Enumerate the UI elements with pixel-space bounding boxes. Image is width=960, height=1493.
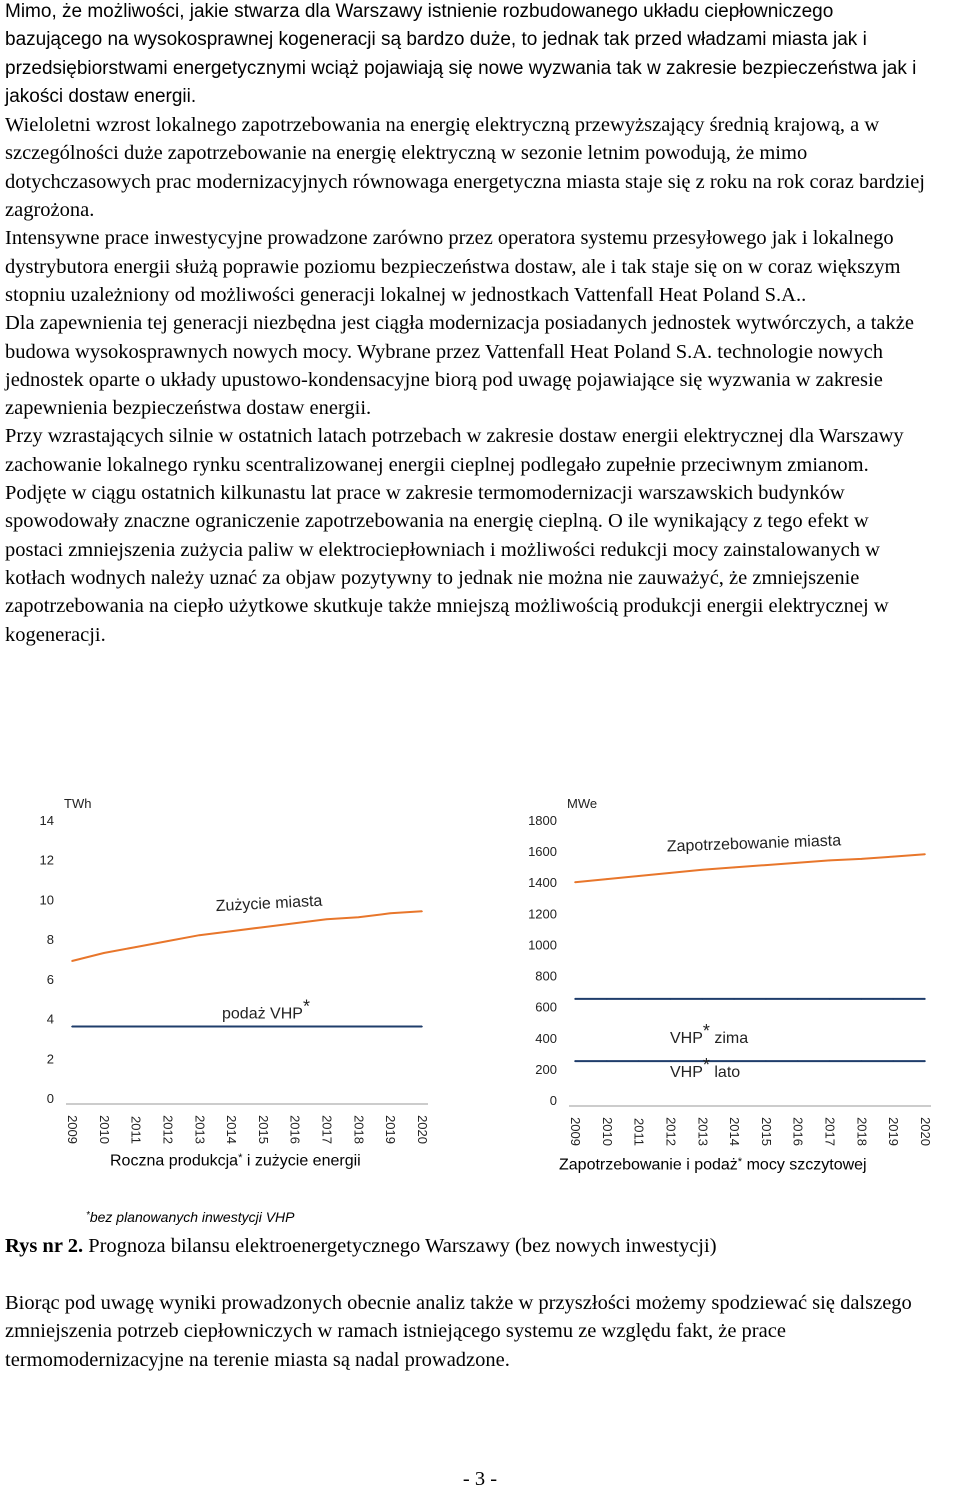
chart1-xtick-11: 2020 — [415, 1115, 430, 1144]
chart2-series-1-point-6 — [765, 998, 767, 1000]
chart1-ytick-0: 0 — [46, 1091, 54, 1106]
chart2-ytick-0: 0 — [549, 1093, 557, 1108]
chart1-ytick-4: 8 — [46, 932, 54, 948]
chart2-series-2-label: VHP* lato — [670, 1055, 741, 1082]
chart2-series-1-point-10 — [892, 998, 894, 1000]
chart2-series-1-point-8 — [829, 998, 831, 1000]
chart1-series-0-point-6 — [262, 926, 264, 928]
page-number: - 3 - — [462, 1468, 498, 1490]
body-text-top — [5, 0, 930, 649]
chart1-unit-label: TWh — [64, 796, 92, 811]
chart1-series-0-point-7 — [294, 922, 296, 924]
chart1-series-1-point-5 — [230, 1026, 232, 1028]
chart2-series-1-point-2 — [638, 998, 640, 1000]
figure-title: Prognoza bilansu elektroenergetycznego Warszawy (bez nowych inwestycji) — [83, 1235, 717, 1257]
chart1-series-1-point-0 — [71, 1026, 73, 1028]
chart1-series-0-point-9 — [358, 917, 360, 919]
chart2-series-2-point-0 — [574, 1060, 576, 1062]
chart2-series-0-point-3 — [670, 872, 672, 874]
chart1-ytick-5: 10 — [39, 892, 54, 908]
paragraph-demand-growth: Wieloletni wzrost lokalnego zapotrzebowania na energię elektryczną przewyższający średnią krajową, a w szczególności duże zapotrzebowanie na energię elektryczną w sezonie letnim powodują, że mimo dotychczasowych prac modernizacyjnych równowaga energetyczna miasta staje się z roku na rok coraz bardziej zagrożona. — [5, 114, 925, 222]
chart2-series-2-point-3 — [670, 1060, 672, 1062]
caption-left-text-end: i zużycie energii — [242, 1152, 361, 1170]
figure-number: Rys nr 2. — [5, 1235, 84, 1257]
chart2-series-2-point-6 — [765, 1060, 767, 1062]
chart1-series-1-point-8 — [326, 1026, 328, 1028]
chart2-xtick-10: 2019 — [886, 1117, 902, 1146]
figure-footnote — [86, 1209, 294, 1225]
chart2-series-0-point-8 — [829, 860, 831, 862]
chart-energy-twh — [20, 780, 440, 1150]
caption-right-asterisk: * — [737, 1156, 743, 1168]
chart1-xtick-9: 2018 — [351, 1115, 367, 1144]
caption-right-text: Zapotrzebowanie i podaż — [559, 1156, 738, 1174]
chart2-series-1-point-4 — [701, 998, 703, 1000]
chart2-series-0-label: Zapotrzebowanie miasta — [666, 832, 842, 856]
chart1-series-0-point-8 — [326, 918, 328, 920]
chart-caption-right — [559, 1156, 867, 1174]
paragraph-intro: Mimo, że możliwości, jakie stwarza dla Warszawy istnienie rozbudowanego układu ciepłowniczego bazującego na wysokosprawnej kogeneracji są bardzo duże, to jednak tak przed władzami miasta jak i przedsiębiorstwami energetycznymi wciąż pojawiają się nowe wyzwania tak w zakresie bezpieczeństwa jak i jakości dostaw energii. — [5, 1, 917, 107]
chart1-xtick-2: 2011 — [128, 1116, 144, 1144]
chart1-xtick-4: 2013 — [192, 1115, 208, 1144]
chart2-xtick-4: 2013 — [695, 1117, 711, 1146]
chart2-series-1-point-9 — [861, 998, 863, 1000]
chart1-series-0-point-4 — [198, 934, 200, 936]
chart1-ytick-3: 6 — [46, 971, 54, 987]
chart2-series-1-point-3 — [670, 998, 672, 1000]
chart-power-svg — [515, 780, 945, 1155]
chart1-xtick-3: 2012 — [160, 1115, 176, 1144]
chart2-series-0-point-4 — [701, 869, 703, 871]
chart1-xtick-8: 2017 — [319, 1115, 335, 1144]
chart1-series-1-point-4 — [198, 1026, 200, 1028]
chart1-series-0-line — [72, 911, 422, 961]
chart1-series-0-point-2 — [135, 946, 137, 948]
chart1-ytick-1: 2 — [46, 1051, 54, 1067]
chart1-series-0-point-1 — [103, 952, 105, 954]
chart2-ytick-3: 600 — [535, 999, 557, 1015]
chart2-series-0-point-10 — [892, 856, 894, 858]
body-text-bottom — [5, 1289, 930, 1374]
chart2-ytick-7: 1400 — [528, 875, 557, 891]
chart2-series-2-point-9 — [861, 1060, 863, 1062]
caption-left-asterisk: * — [238, 1152, 243, 1164]
chart2-series-1-label: VHP* zima — [670, 1020, 749, 1047]
chart2-ytick-9: 1800 — [528, 813, 557, 828]
chart2-xtick-3: 2012 — [663, 1117, 679, 1146]
chart1-series-0-point-11 — [421, 911, 423, 913]
chart2-series-2-point-1 — [606, 1060, 608, 1062]
chart1-series-0-label: Zużycie miasta — [215, 892, 323, 916]
chart2-series-2-point-8 — [829, 1060, 831, 1062]
chart1-series-0-point-3 — [167, 940, 169, 942]
chart2-xtick-11: 2020 — [918, 1117, 933, 1146]
chart1-xtick-0: 2009 — [65, 1115, 80, 1144]
chart2-series-0-point-2 — [638, 875, 640, 877]
chart2-ytick-8: 1600 — [528, 844, 557, 860]
chart1-xtick-10: 2019 — [383, 1115, 399, 1144]
chart2-series-1-point-0 — [574, 998, 576, 1000]
chart1-series-1-point-6 — [262, 1026, 264, 1028]
chart2-series-0-point-7 — [797, 862, 799, 864]
chart2-series-0-point-9 — [861, 858, 863, 860]
chart1-series-0-point-5 — [230, 930, 232, 932]
chart2-xtick-6: 2015 — [758, 1117, 774, 1146]
chart1-series-1-label: podaż VHP* — [222, 996, 310, 1023]
chart2-series-0-point-1 — [606, 878, 608, 880]
chart1-series-1-point-10 — [389, 1026, 391, 1028]
chart2-series-2-point-7 — [797, 1060, 799, 1062]
chart2-unit-label: MWe — [567, 796, 598, 811]
chart2-series-0-point-11 — [924, 853, 926, 855]
chart1-series-1-point-3 — [167, 1026, 169, 1028]
chart1-xtick-6: 2015 — [255, 1115, 271, 1144]
chart1-xtick-7: 2016 — [287, 1115, 303, 1144]
chart-power-mwe — [515, 780, 945, 1155]
chart2-ytick-4: 800 — [535, 968, 557, 984]
chart2-series-2-point-10 — [892, 1060, 894, 1062]
paragraph-closing: Biorąc pod uwagę wyniki prowadzonych obecnie analiz także w przyszłości możemy spodziewać się dalszego zmniejszenia potrzeb ciepłowniczych w ramach istniejącego systemu ze względu fakt, że prace termomodernizacyjne na terenie miasta są nadal prowadzone. — [5, 1292, 912, 1371]
chart1-series-1-point-9 — [358, 1026, 360, 1028]
chart1-series-1-point-7 — [294, 1026, 296, 1028]
chart1-ytick-7: 14 — [39, 813, 54, 828]
footnote-text: bez planowanych inwestycji VHP — [89, 1209, 295, 1225]
chart2-xtick-2: 2011 — [631, 1118, 647, 1146]
chart2-series-0-line — [575, 854, 925, 882]
chart2-series-0-point-6 — [765, 864, 767, 866]
chart1-series-0-point-10 — [389, 913, 391, 915]
chart2-xtick-5: 2014 — [727, 1117, 743, 1146]
chart2-ytick-6: 1200 — [528, 906, 557, 922]
caption-right-text-end: mocy szczytowej — [742, 1156, 867, 1174]
chart2-ytick-1: 200 — [535, 1061, 557, 1077]
chart2-series-2-point-2 — [638, 1060, 640, 1062]
figure-label — [5, 1235, 717, 1258]
chart-caption-left — [110, 1152, 361, 1170]
paragraph-thermomodernization: Podjęte w ciągu ostatnich kilkunastu lat prace w zakresie termomodernizacji warszawskich budynków spowodowały znaczne ograniczenie zapotrzebowania na energię cieplną. O ile wynikający z tego efekt w postaci zmniejszenia zużycia paliw w elektrociepłowniach i możliwości redukcji mocy zainstalowanych w kotłach wodnych należy uznać za objaw pozytywny to jednak nie można nie zauważyć, że zmniejszenie zapotrzebowania na ciepło użytkowe skutkuje także mniejszą możliwością produkcji energii elektrycznej w kogeneracji. — [5, 482, 889, 646]
chart1-series-1-point-11 — [421, 1026, 423, 1028]
chart2-xtick-9: 2018 — [854, 1117, 870, 1146]
chart2-ytick-2: 400 — [535, 1030, 557, 1046]
chart1-xtick-5: 2014 — [224, 1115, 240, 1144]
chart1-series-1-point-1 — [103, 1026, 105, 1028]
chart2-series-2-point-5 — [733, 1060, 735, 1062]
chart2-xtick-7: 2016 — [790, 1117, 806, 1146]
chart2-series-1-point-11 — [924, 998, 926, 1000]
chart2-series-1-point-1 — [606, 998, 608, 1000]
chart2-series-1-point-7 — [797, 998, 799, 1000]
chart2-xtick-8: 2017 — [822, 1117, 838, 1146]
chart1-series-0-point-0 — [71, 960, 73, 962]
paragraph-heat-market: Przy wzrastających silnie w ostatnich latach potrzebach w zakresie dostaw energii elektrycznej dla Warszawy zachowanie lokalnego rynku scentralizowanej energii cieplnej podlegało zupełnie przeciwnym zmianom. — [5, 425, 904, 476]
chart2-ytick-5: 1000 — [528, 937, 557, 953]
chart2-series-0-point-5 — [733, 867, 735, 869]
chart2-xtick-1: 2010 — [599, 1117, 615, 1146]
chart1-xtick-1: 2010 — [96, 1115, 112, 1144]
chart2-xtick-0: 2009 — [568, 1117, 583, 1146]
footnote-asterisk: * — [86, 1210, 90, 1222]
chart2-series-0-point-0 — [574, 881, 576, 883]
paragraph-investments: Intensywne prace inwestycyjne prowadzone zarówno przez operatora systemu przesyłowego jak i lokalnego dystrybutora energii służą poprawie poziomu bezpieczeństwa dostaw, ale i tak staje się on w coraz większym stopniu uzależniony od możliwości generacji lokalnej w jednostkach Vattenfall Heat Poland S.A.. — [5, 227, 901, 306]
chart2-series-2-point-11 — [924, 1060, 926, 1062]
chart1-ytick-2: 4 — [46, 1011, 54, 1027]
chart1-ytick-6: 12 — [39, 852, 54, 868]
chart1-series-1-point-2 — [135, 1026, 137, 1028]
chart2-series-1-point-5 — [733, 998, 735, 1000]
chart-energy-svg — [20, 780, 440, 1150]
paragraph-modernization: Dla zapewnienia tej generacji niezbędna jest ciągła modernizacja posiadanych jednostek wytwórczych, a także budowa wysokosprawnych nowych mocy. Wybrane przez Vattenfall Heat Poland S.A. technologie nowych jednostek oparte o układy upustowo-kondensacyjne biorą pod uwagę pojawiające się wyzwania w zakresie zapewnienia bezpieczeństwa dostaw energii. — [5, 312, 914, 420]
caption-left-text: Roczna produkcja — [110, 1152, 239, 1170]
